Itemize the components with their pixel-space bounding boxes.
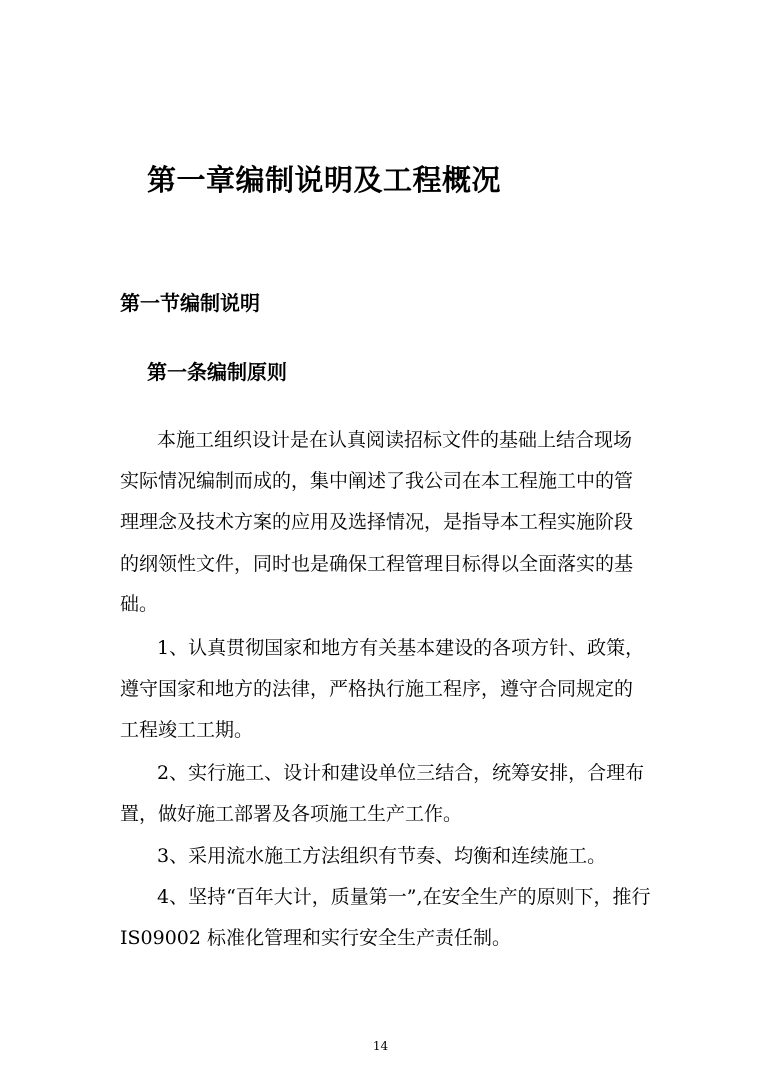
paragraph-line: 3、采用流水施工方法组织有节奏、均衡和连续施工。 <box>157 845 607 867</box>
paragraph-line: 4、坚持“百年大计，质量第一”,在安全生产的原则下，推行 <box>157 886 651 908</box>
paragraph-line: 工程竣工工期。 <box>120 719 254 741</box>
article-title: 第一条编制原则 <box>147 360 287 384</box>
paragraph-line: 的纲领性文件，同时也是确保工程管理目标得以全面落实的基 <box>120 553 634 575</box>
paragraph-line: 置，做好施工部署及各项施工生产工作。 <box>120 803 463 825</box>
paragraph-line: 本施工组织设计是在认真阅读招标文件的基础上结合现场 <box>157 429 633 451</box>
page-number: 14 <box>372 1039 389 1053</box>
paragraph-line: 实际情况编制而成的，集中阐述了我公司在本工程施工中的管 <box>120 470 634 492</box>
paragraph-line: 遵守国家和地方的法律，严格执行施工程序，遵守合同规定的 <box>120 678 634 700</box>
paragraph-line: 2、实行施工、设计和建设单位三结合，统筹安排，合理布 <box>157 762 645 784</box>
section-title: 第一节编制说明 <box>120 291 260 315</box>
paragraph-line: IS09002 标准化管理和实行安全生产责任制。 <box>120 927 512 949</box>
paragraph-line: 础。 <box>120 593 159 615</box>
chapter-title: 第一章编制说明及工程概况 <box>147 163 502 197</box>
paragraph-line: 理理念及技术方案的应用及选择情况，是指导本工程实施阶段 <box>120 511 634 533</box>
paragraph-line: 1、认真贯彻国家和地方有关基本建设的各项方针、政策， <box>157 637 645 659</box>
